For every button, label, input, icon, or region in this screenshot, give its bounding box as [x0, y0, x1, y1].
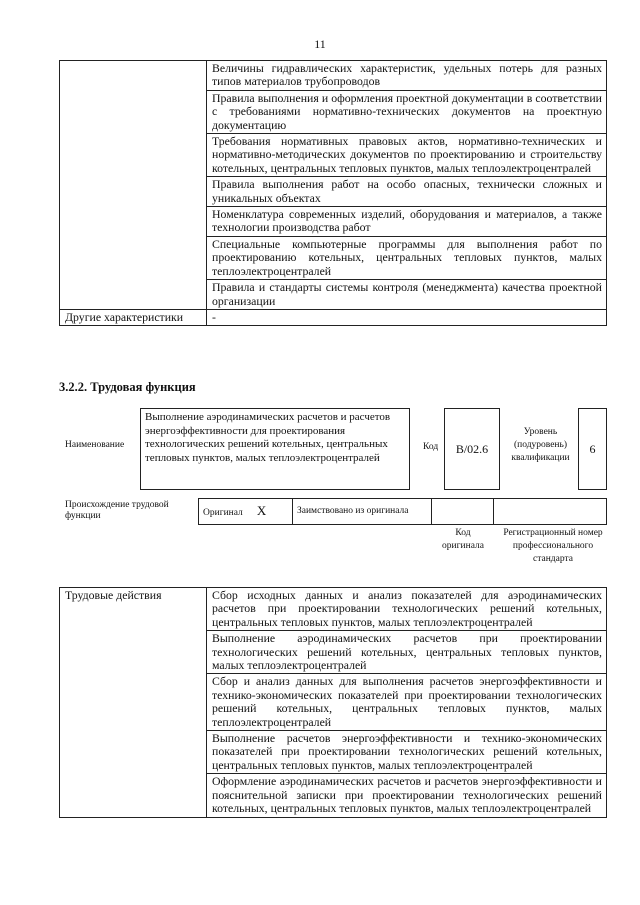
- labor-action-item: Оформление аэродинамических расчетов и расчетов энергоэффективности и пояснительной записки при проектировании технологических решений котельных, центральных тепловых пунктов, малых теплоэлектроцентралей: [207, 774, 607, 817]
- knowledge-item: Специальные компьютерные программы для выполнения работ по проектированию котельных, центральных тепловых пунктов, малых теплоэлектроцентралей: [207, 236, 607, 279]
- other-characteristics-label: Другие характеристики: [60, 309, 207, 325]
- qualification-level-label: Уровень (подуровень) квалификации: [511, 427, 570, 463]
- labor-actions-label: Трудовые действия: [60, 588, 207, 818]
- origin-table: [198, 498, 607, 525]
- labor-action-item: Сбор исходных данных и анализ показателей для аэродинамических расчетов при проектировании технологических решений котельных, центральных тепловых пунктов, малых теплоэлектроцентралей: [207, 588, 607, 631]
- reg-number-cell: [494, 499, 607, 525]
- qualification-level: [578, 408, 607, 490]
- code-original-label: Код оригинала: [442, 528, 484, 551]
- knowledge-item: Правила выполнения работ на особо опасных, технически сложных и уникальных объектах: [207, 177, 607, 207]
- page-number: 11: [314, 37, 326, 51]
- name-label: Наименование: [65, 440, 125, 450]
- labor-actions-table: [59, 587, 607, 818]
- code-label: Код: [423, 442, 439, 452]
- borrowed-label: Заимствовано из оригинала: [293, 499, 432, 525]
- original-cell: [199, 499, 293, 525]
- reg-number-label: Регистрационный номер профессионального стандарта: [503, 528, 603, 564]
- function-code: [444, 408, 500, 490]
- knowledge-item: Величины гидравлических характеристик, удельных потерь для разных типов материалов трубопроводов: [207, 61, 607, 91]
- labor-action-item: Выполнение расчетов энергоэффективности и технико-экономических показателей при проектировании технологических решений котельных, центральных тепловых пунктов, малых теплоэлектроцентралей: [207, 731, 607, 774]
- knowledge-item: Номенклатура современных изделий, оборудования и материалов, а также технологии производства работ: [207, 207, 607, 237]
- function-name: Выполнение аэродинамических расчетов и расчетов энергоэффективности для проектирования технологических решений котельных, центральных тепловых пунктов, малых теплоэлектроцентралей: [140, 408, 410, 490]
- knowledge-item: Правила и стандарты системы контроля (менеджмента) качества проектной организации: [207, 280, 607, 310]
- function-code-value: В/02.6: [455, 441, 489, 456]
- knowledge-label-cell: [60, 61, 207, 310]
- knowledge-table: [59, 60, 607, 326]
- code-original-cell: [432, 499, 494, 525]
- qualification-level-value: 6: [589, 441, 596, 456]
- knowledge-item: Требования нормативных правовых актов, нормативно-технических и нормативно-методических документов по проектированию и строительству котельных, центральных тепловых пунктов, малых теплоэлектроцентралей: [207, 134, 607, 177]
- labor-action-item: Выполнение аэродинамических расчетов при проектировании технологических решений котельных, центральных тепловых пунктов, малых теплоэлектроцентралей: [207, 631, 607, 674]
- other-characteristics-value: -: [207, 309, 607, 325]
- section-title: 3.2.2. Трудовая функция: [59, 380, 196, 394]
- knowledge-item: Правила выполнения и оформления проектной документации в соответствии с требованиями нормативно-технических документов на проектную документацию: [207, 90, 607, 133]
- origin-label: Происхождение трудовой функции: [65, 500, 169, 521]
- labor-action-item: Сбор и анализ данных для выполнения расчетов энергоэффективности и технико-экономических показателей при проектировании технологических решений котельных, центральных тепловых пунктов, малых теплоэлектроцентралей: [207, 674, 607, 731]
- original-mark: X: [256, 502, 267, 518]
- original-label: Оригинал: [203, 507, 243, 518]
